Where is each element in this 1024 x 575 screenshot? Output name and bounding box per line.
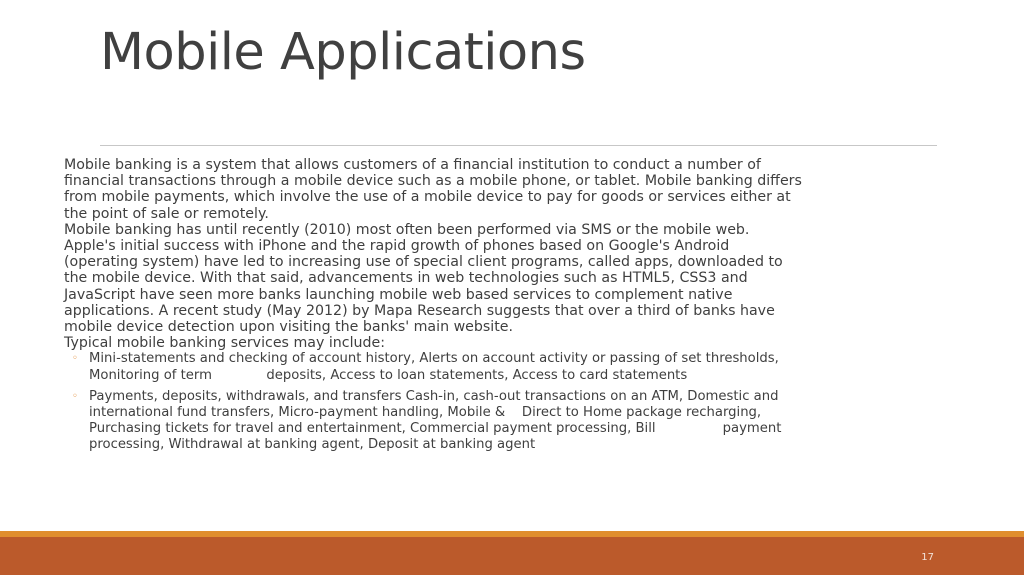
paragraph-history bbox=[64, 222, 804, 335]
list-item-line: processing, Withdrawal at banking agent, Deposit at banking agent bbox=[89, 437, 536, 453]
list-item-line: Monitoring of term deposits, Access to loan statements, Access to card statements bbox=[89, 367, 688, 383]
paragraph-line: Typical mobile banking services may include: bbox=[64, 335, 386, 352]
paragraph-line: the point of sale or remotely. bbox=[64, 205, 269, 222]
paragraph-definition bbox=[64, 157, 804, 222]
bullet-icon: ◦ bbox=[72, 390, 78, 402]
list-item-line: Purchasing tickets for travel and entertainment, Commercial payment processing, Bill payment bbox=[89, 421, 782, 437]
list-item bbox=[72, 388, 804, 454]
title-divider bbox=[100, 145, 937, 146]
list-item-line: Mini-statements and checking of account history, Alerts on account activity or passing of set thresholds, bbox=[89, 351, 779, 367]
page-number: 17 bbox=[921, 552, 934, 563]
paragraph-line: Mobile banking has until recently (2010) most often been performed via SMS or the mobile web. bbox=[64, 221, 750, 238]
paragraph-line: Mobile banking is a system that allows customers of a financial institution to conduct a number of bbox=[64, 157, 761, 173]
paragraph-line: financial transactions through a mobile device such as a mobile phone, or tablet. Mobile banking differs bbox=[64, 173, 802, 190]
footer-band bbox=[0, 537, 1024, 575]
paragraph-services-intro bbox=[64, 335, 804, 351]
bullet-icon: ◦ bbox=[72, 353, 78, 365]
paragraph-line: from mobile payments, which involve the use of a mobile device to pay for goods or services either at bbox=[64, 189, 791, 206]
list-item-line: Payments, deposits, withdrawals, and transfers Cash-in, cash-out transactions on an ATM, Domestic and bbox=[89, 388, 779, 404]
paragraph-line: (operating system) have led to increasing use of special client programs, called apps, downloaded to bbox=[64, 254, 783, 271]
list-item bbox=[72, 351, 804, 383]
slide-title: Mobile Applications bbox=[100, 23, 586, 82]
list-item-line: international fund transfers, Micro-payment handling, Mobile & Direct to Home package recharging, bbox=[89, 405, 762, 421]
paragraph-line: the mobile device. With that said, advancements in web technologies such as HTML5, CSS3 and bbox=[64, 270, 748, 287]
paragraph-line: applications. A recent study (May 2012) by Mapa Research suggests that over a third of banks have bbox=[64, 302, 775, 319]
services-list bbox=[64, 351, 804, 453]
slide-body bbox=[64, 157, 804, 459]
paragraph-line: Apple's initial success with iPhone and the rapid growth of phones based on Google's Android bbox=[64, 238, 730, 255]
paragraph-line: JavaScript have seen more banks launching mobile web based services to complement native bbox=[64, 286, 733, 303]
paragraph-line: mobile device detection upon visiting the banks' main website. bbox=[64, 319, 514, 336]
